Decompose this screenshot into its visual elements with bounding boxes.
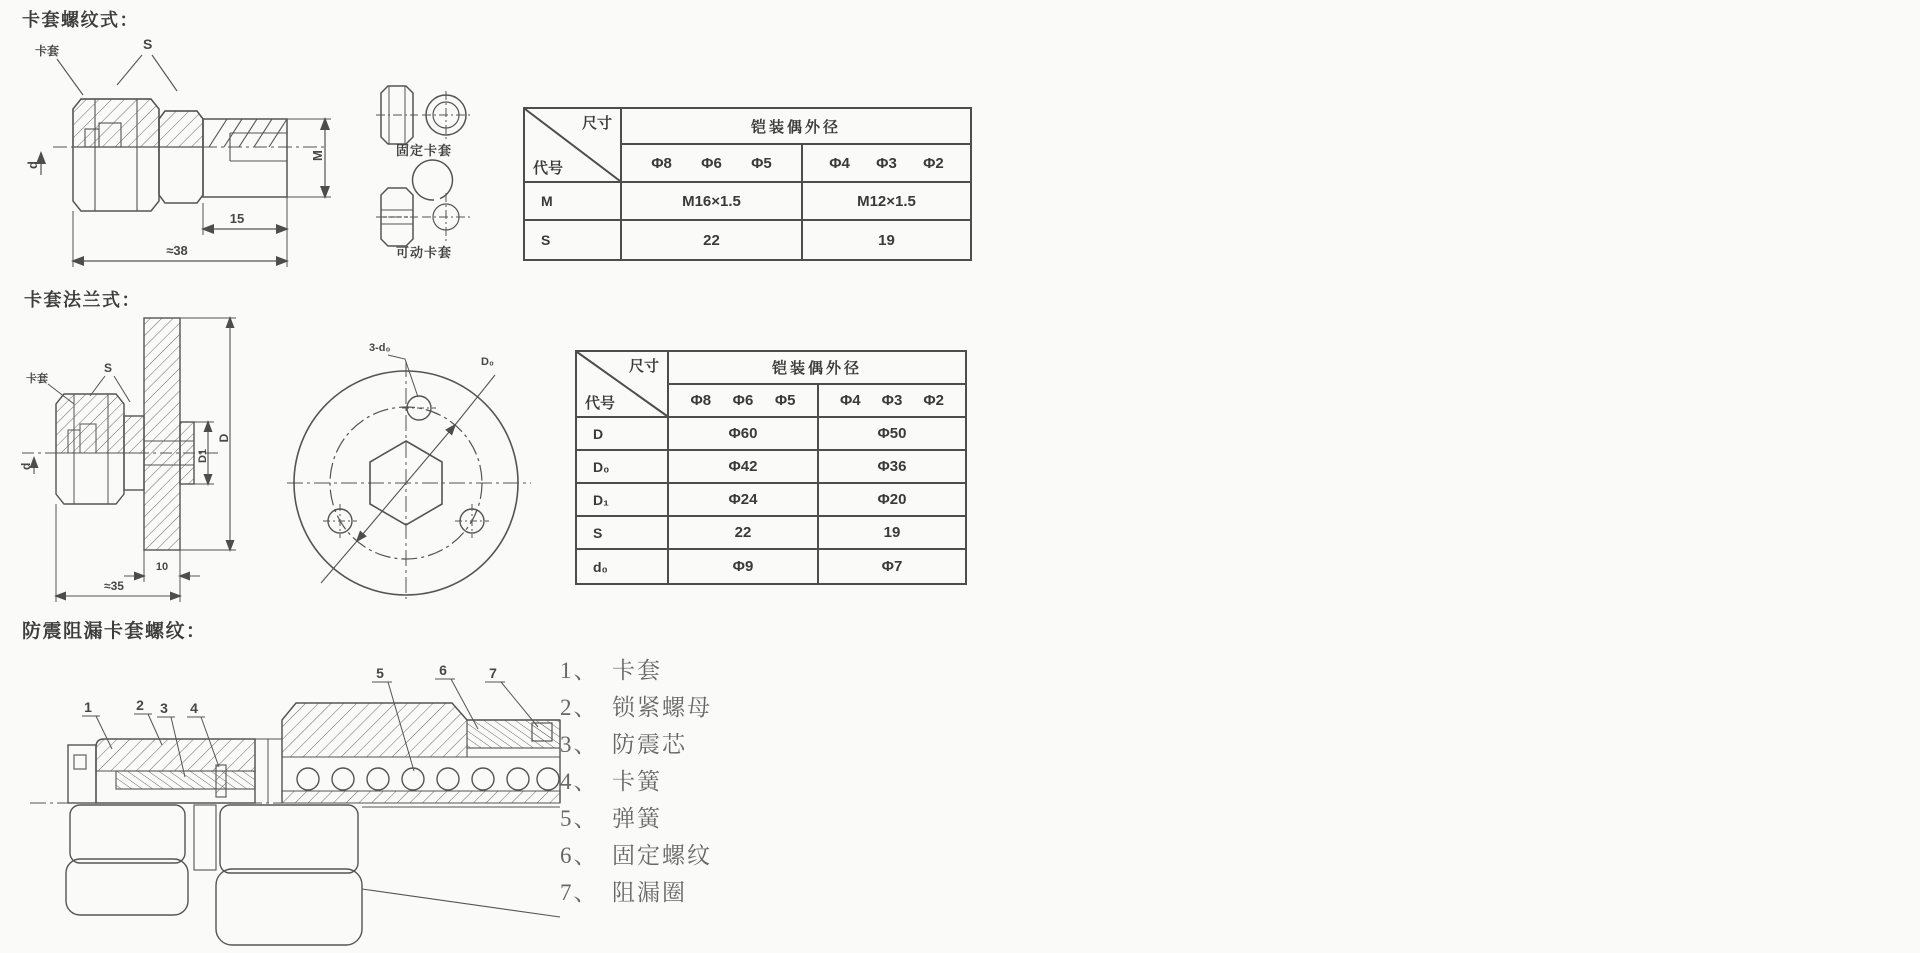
legend-item <box>560 800 712 837</box>
legend-number: 6、 <box>560 843 599 868</box>
table1-group-header: 铠装偶外径 <box>622 109 970 145</box>
bolt-holes-label: 3-d₀ <box>369 342 391 354</box>
table2-corner-cell <box>577 352 669 418</box>
legend-label: 卡簧 <box>612 769 662 794</box>
table2-colgroup-left <box>669 385 819 418</box>
dim-d1-label: D1 <box>197 448 209 464</box>
dim-d-label: d <box>25 161 40 169</box>
row-label: D <box>577 418 669 451</box>
section1-title: 卡套螺纹式： <box>22 10 139 30</box>
col-head: Φ2 <box>923 392 944 409</box>
legend-number: 5、 <box>560 806 599 831</box>
threaded-fitting-drawing <box>25 33 340 275</box>
callout-1: 1 <box>84 699 92 715</box>
legend-item <box>560 689 712 726</box>
flange-size-table <box>575 350 967 585</box>
callout-4: 4 <box>190 700 198 716</box>
thread-size-table <box>523 107 972 261</box>
section2-title: 卡套法兰式： <box>24 290 141 310</box>
movable-ferrule-label: 可动卡套 <box>395 245 452 260</box>
callout-6: 6 <box>439 662 447 678</box>
legend-label: 弹簧 <box>612 806 662 831</box>
legend-label: 固定螺纹 <box>612 843 712 868</box>
col-head: Φ8 <box>651 154 672 172</box>
legend-number: 1、 <box>560 658 599 683</box>
flange-front-view-drawing <box>285 333 533 601</box>
col-head: Φ3 <box>881 392 903 409</box>
table2-group-header: 铠装偶外径 <box>669 352 965 385</box>
legend-label: 卡套 <box>612 658 662 683</box>
legend-item <box>560 763 712 800</box>
dim-D-label: D <box>217 433 231 443</box>
row-label: d₀ <box>577 550 669 583</box>
row-value: Φ50 <box>819 418 965 451</box>
bolt-circle-label: D₀ <box>481 356 494 368</box>
dim-35: ≈35 <box>104 579 124 593</box>
row-value: Φ9 <box>669 550 819 583</box>
callout-7: 7 <box>489 665 497 681</box>
legend-item <box>560 652 712 689</box>
legend-item <box>560 874 712 911</box>
col-head: Φ4 <box>829 154 850 172</box>
corner-size-label: 尺寸 <box>581 115 612 132</box>
legend-number: 7、 <box>560 880 599 905</box>
row-value: Φ7 <box>881 558 903 575</box>
row-label: M <box>525 183 622 221</box>
row-value: M16×1.5 <box>622 183 803 221</box>
parts-legend <box>560 652 712 911</box>
row-label: D₁ <box>577 484 669 517</box>
legend-item <box>560 726 712 763</box>
callout-3: 3 <box>160 700 168 716</box>
row-value: Φ60 <box>669 418 819 451</box>
table1-colgroup-right <box>803 145 970 183</box>
col-head: Φ4 <box>840 392 861 409</box>
ferrule-icons <box>376 80 472 255</box>
table1-colgroup-left <box>622 145 803 183</box>
fixed-ferrule-label: 固定卡套 <box>395 143 452 158</box>
legend-label: 防震芯 <box>612 732 687 757</box>
legend-label: 锁紧螺母 <box>612 695 712 720</box>
row-label: S <box>525 221 622 259</box>
row-value: 22 <box>622 221 803 259</box>
dim-s-label: S <box>104 361 113 375</box>
row-value: 22 <box>669 517 819 550</box>
dim-m-label: M <box>310 150 325 161</box>
dim-15: 15 <box>229 211 245 226</box>
callout-5: 5 <box>376 665 384 681</box>
legend-number: 2、 <box>560 695 599 720</box>
row-value: 19 <box>878 231 895 249</box>
col-head: Φ2 <box>923 154 944 172</box>
ferrule-callout-label: 卡套 <box>26 373 48 385</box>
legend-number: 3、 <box>560 732 599 757</box>
col-head: Φ3 <box>876 154 897 172</box>
col-head: Φ6 <box>732 392 754 409</box>
dim-10: 10 <box>155 561 169 573</box>
row-value: 19 <box>819 517 965 550</box>
row-value: Φ20 <box>819 484 965 517</box>
corner-code-label: 代号 <box>585 395 616 412</box>
row-value: M12×1.5 <box>803 183 970 221</box>
row-label: S <box>577 517 669 550</box>
row-value: Φ42 <box>669 451 819 484</box>
col-head: Φ5 <box>751 154 772 172</box>
row-value: Φ24 <box>669 484 819 517</box>
callout-2: 2 <box>136 697 144 713</box>
corner-code-label: 代号 <box>533 160 564 177</box>
row-label: D₀ <box>577 451 669 484</box>
dim-38: ≈38 <box>166 243 188 258</box>
table2-colgroup-right <box>819 385 965 418</box>
col-head: Φ5 <box>774 392 796 409</box>
col-head: Φ8 <box>690 392 712 409</box>
dim-d-label: d <box>19 462 33 470</box>
anti-vibration-assembly-drawing <box>20 645 565 953</box>
legend-item <box>560 837 712 874</box>
section3-title: 防震阻漏卡套螺纹： <box>22 621 207 642</box>
col-head: Φ6 <box>701 154 722 172</box>
ferrule-callout-label: 卡套 <box>35 44 60 58</box>
legend-number: 4、 <box>560 769 599 794</box>
legend-label: 阻漏圈 <box>612 880 687 905</box>
flange-fitting-drawing <box>12 298 247 608</box>
table1-corner-cell <box>525 109 622 183</box>
corner-size-label: 尺寸 <box>628 358 659 375</box>
dim-s-label: S <box>143 36 153 52</box>
row-value: Φ36 <box>819 451 965 484</box>
